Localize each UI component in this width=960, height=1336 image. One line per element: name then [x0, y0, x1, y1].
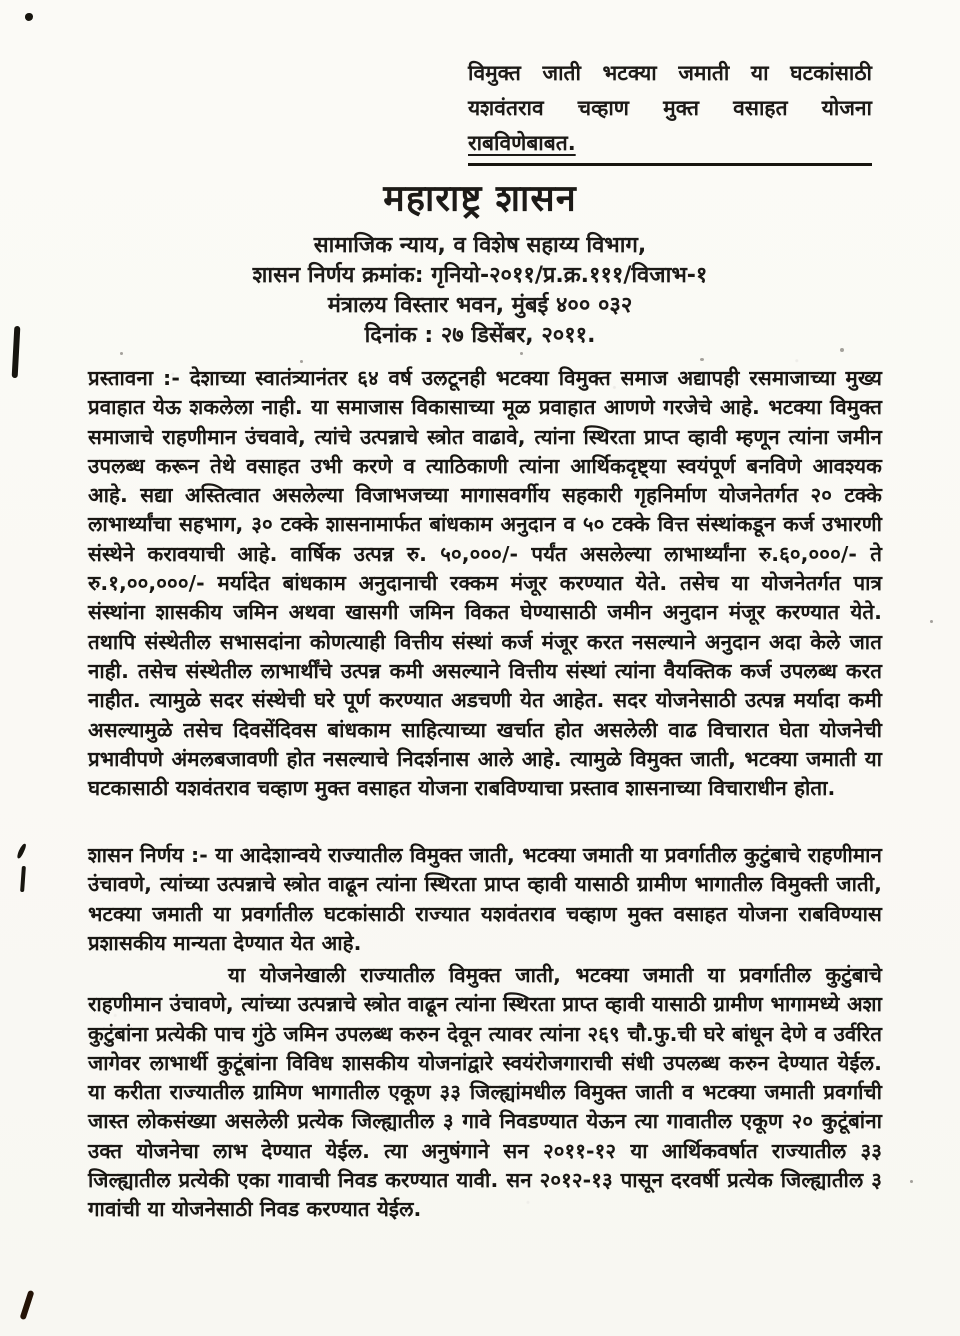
scan-speck — [120, 352, 123, 355]
ink-blot-top-left — [25, 13, 33, 21]
government-title: महाराष्ट्र शासन — [383, 177, 577, 220]
scan-speck — [700, 358, 704, 361]
department-name: सामाजिक न्याय, व विशेष सहाय्य विभाग, — [313, 233, 647, 258]
margin-ink-comma — [16, 843, 27, 860]
resolution-number: शासन निर्णय क्रमांक: गृनियो-२०११/प्र.क्र.१११/विजाभ-१ — [252, 263, 708, 288]
ministry-address: मंत्रालय विस्तार भवन, मुंबई ४०० ०३२ — [327, 293, 633, 318]
paragraph-text: या योजनेखाली राज्यातील विमुक्त जाती, भटक्या जमाती या प्रवर्गातील कुटुंबाचे राहणीमान उंचावणे, त्यांच्या उत्पन्नाचे स्त्रोत वाढून त्यांना स्थिरता प्राप्त व्हावी यासाठी ग्रामीण भागामध्ये अशा कुटुंबांना प्रत्येकी पाच गुंठे जमिन उपलब्ध करुन देवून त्यावर त्यांना २६९ चौ.फु.ची घरे बांधून देणे व उर्वरित जागेवर लाभार्थी कुटूंबांना विविध शासकीय योजनांद्वारे स्वयंरोजगाराची संधी उपलब्ध करुन देण्यात येईल. या करीता राज्यातील ग्रामिण भागातील एकूण ३३ जिल्ह्यांमधील विमुक्त जाती व भटक्या जमाती प्रवर्गाची जास्त लोकसंख्या असलेली प्रत्येक जिल्ह्यातील ३ गावे निवडण्यात येऊन त्या गावातील एकूण २० कुटूंबांना उक्त योजनेचा लाभ देण्यात येईल. त्या अनुषंगाने सन २०११-१२ या आर्थिकवर्षात राज्यातील ३३ जिल्ह्यातील प्रत्येकी एका गावाची निवड करण्यात यावी. सन २०१२-१३ पासून दरवर्षी प्रत्येक जिल्ह्यातील ३ गावांची या योजनेसाठी निवड करण्यात येईल. — [88, 963, 882, 1222]
scan-speck — [520, 352, 523, 355]
scan-speck — [300, 360, 303, 363]
scan-speck — [910, 1180, 913, 1183]
resolution-date: दिनांक : २७ डिसेंबर, २०११. — [364, 323, 596, 348]
corner-ink-stroke — [20, 1290, 35, 1320]
paragraph-government-decision — [88, 841, 882, 958]
government-header — [0, 172, 960, 351]
paragraph-introduction — [88, 364, 882, 803]
paragraph-text: देशाच्या स्वातंत्र्यानंतर ६४ वर्ष उलटूनही भटक्या विमुक्त समाज अद्यापही रसमाजाच्या मुख्य प्रवाहात येऊ शकलेला नाही. या समाजास विकासाच्या मूळ प्रवाहात आणणे गरजेचे आहे. भटक्या विमुक्त समाजाचे राहणीमान उंचवावे, त्यांचे उत्पन्नाचे स्त्रोत वाढावे, त्यांना स्थिरता प्राप्त व्हावी म्हणून त्यांना जमीन उपलब्ध करून तेथे वसाहत उभी करणे व त्याठिकाणी त्यांना आर्थिकदृष्ट्या स्वयंपूर्ण बनविणे आवश्यक आहे. सद्या अस्तित्वात असलेल्या विजाभजच्या मागासवर्गीय सहकारी गृहनिर्माण योजनेतर्गत २० टक्के लाभार्थ्यांचा सहभाग, ३० टक्के शासनामार्फत बांधकाम अनुदान व ५० टक्के वित्त संस्थांकडून कर्ज उभारणी संस्थेने करावयाची आहे. वार्षिक उत्पन्न रु. ५०,०००/- पर्यंत असलेल्या लाभार्थ्यांना रु.६०,०००/- ते रु.१,००,०००/- मर्यादेत बांधकाम अनुदानाची रक्कम मंजूर करण्यात येते. तसेच या योजनेतर्गत पात्र संस्थांना शासकीय जमिन अथवा खासगी जमिन विकत घेण्यासाठी जमीन अनुदान मंजूर करण्यात येते. तथापि संस्थेतील सभासदांना कोणत्याही वित्तीय संस्थां कर्ज मंजूर करत नसल्याने अनुदान अदा केले जात नाही. तसेच संस्थेतील लाभार्थींचे उत्पन्न कमी असल्याने वित्तीय संस्थां त्यांना वैयक्तिक कर्ज उपलब्ध करत नाहीत. त्यामुळे सदर संस्थेची घरे पूर्ण करण्यात अडचणी येत आहेत. सदर योजनेसाठी उत्पन्न मर्यादा कमी असल्यामुळे तसेच दिवसेंदिवस बांधकाम साहित्याच्या खर्चात होत असलेली वाढ विचारात घेता योजनेची प्रभावीपणे अंमलबजावणी होत नसल्याचे निदर्शनास आले आहे. त्यामुळे विमुक्त जाती, भटक्या जमाती या घटकासाठी यशवंतराव चव्हाण मुक्त वसाहत योजना राबविण्याचा प्रस्ताव शासनाच्या विचाराधीन होता. — [88, 366, 882, 801]
scan-speck — [930, 620, 933, 623]
paragraph-label: शासन निर्णय :- — [88, 843, 208, 867]
paragraph-text: या आदेशान्वये राज्यातील विमुक्त जाती, भटक्या जमाती या प्रवर्गातील कुटुंबाचे राहणीमान उंचावणे, त्यांच्या उत्पन्नाचे स्त्रोत वाढून त्यांना स्थिरता प्राप्त व्हावी यासाठी ग्रामीण भागातील विमुक्ती जाती, भटक्या जमाती या प्रवर्गातील घटकांसाठी राज्यात यशवंतराव चव्हाण मुक्त वसाहत योजना राबविण्यास प्रशासकीय मान्यता देण्यात येत आहे. — [88, 843, 883, 955]
subject-line-3: राबविणेबाबत. — [468, 131, 576, 155]
margin-ink-stroke-2 — [20, 866, 26, 892]
subject-line-2: यशवंतराव चव्हाण मुक्त वसाहत योजना — [468, 96, 872, 120]
subject-block — [468, 56, 872, 166]
paragraph-scheme-details — [88, 961, 882, 1225]
subject-line-1: विमुक्त जाती भटक्या जमाती या घटकांसाठी — [468, 61, 872, 85]
paragraph-label: प्रस्तावना :- — [88, 366, 180, 390]
